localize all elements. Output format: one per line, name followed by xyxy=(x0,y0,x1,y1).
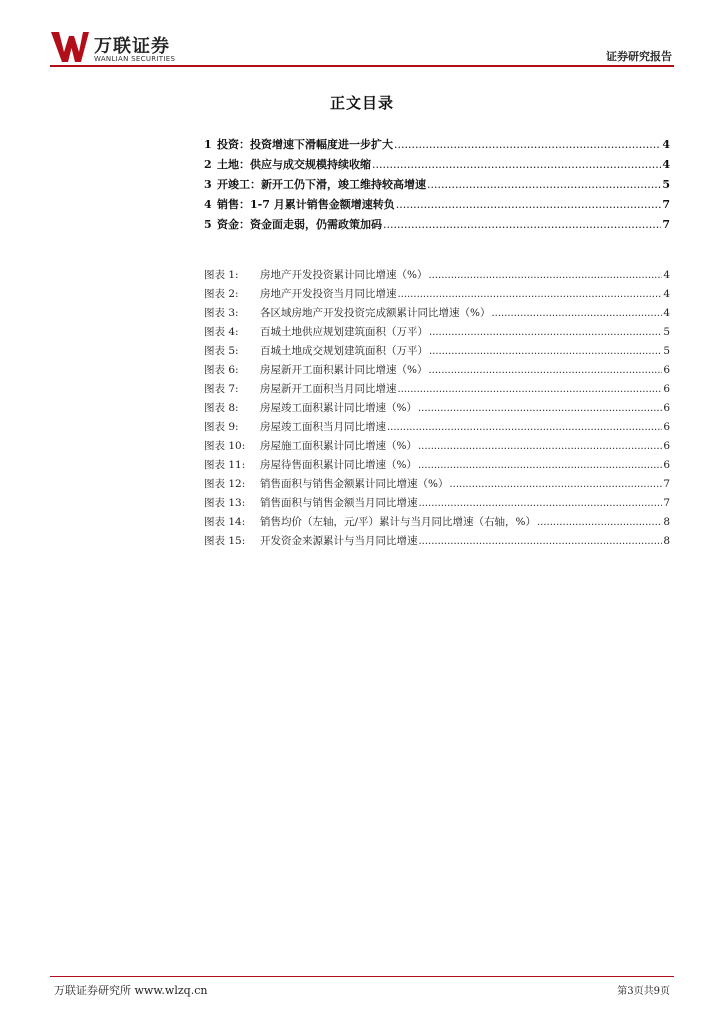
figure-entry-label: 各区域房地产开发投资完成额累计同比增速（%） xyxy=(260,307,491,319)
toc-entry-label: 销售：1-7 月累计销售金额增速转负 xyxy=(217,198,395,211)
toc-entry-page: 7 xyxy=(662,198,670,211)
figure-leader xyxy=(428,365,662,376)
figure-leader xyxy=(387,422,662,433)
footer-divider xyxy=(50,976,674,977)
figure-leader xyxy=(419,536,663,547)
figure-entry-label: 房屋施工面积累计同比增速（%） xyxy=(260,440,417,452)
toc-entry-page: 4 xyxy=(662,158,670,171)
toc-leader xyxy=(394,138,661,151)
toc-entry-number: 1 xyxy=(204,138,212,151)
page-number: 第3页共9页 xyxy=(617,986,670,997)
figure-entry-page: 6 xyxy=(663,440,670,452)
figure-leader xyxy=(491,308,662,319)
figure-entry-page: 5 xyxy=(663,345,670,357)
figure-entry-label: 销售均价（左轴，元/平）累计与当月同比增速（右轴，%） xyxy=(260,516,537,528)
figure-leader xyxy=(418,441,662,452)
figure-entry-number: 图表 12: xyxy=(204,478,246,490)
figure-entry-label: 百城土地成交规划建筑面积（万平） xyxy=(260,345,428,357)
header-divider xyxy=(50,65,674,67)
toc-entry-number: 3 xyxy=(204,178,212,191)
figure-entry-page: 5 xyxy=(663,326,670,338)
figure-entry-number: 图表 1: xyxy=(204,269,239,281)
figure-entry[interactable] xyxy=(204,267,670,285)
figure-entry-page: 6 xyxy=(663,459,670,471)
figure-entry-label: 百城土地供应规划建筑面积（万平） xyxy=(260,326,428,338)
figure-entry-number: 图表 8: xyxy=(204,402,239,414)
figure-entry-page: 6 xyxy=(663,402,670,414)
figure-entry-number: 图表 13: xyxy=(204,497,246,509)
toc-entry-label: 资金：资金面走弱，仍需政策加码 xyxy=(217,218,382,231)
figure-entry[interactable] xyxy=(204,533,670,551)
figure-entry-number: 图表 15: xyxy=(204,535,246,547)
figure-leader xyxy=(428,270,662,281)
brand-logo-mark-icon xyxy=(50,30,90,64)
figure-entry[interactable] xyxy=(204,419,670,437)
figure-entry[interactable] xyxy=(204,476,670,494)
figure-entry-label: 销售面积与销售金额累计同比增速（%） xyxy=(260,478,449,490)
toc-entry-page: 5 xyxy=(662,178,670,191)
figure-leader xyxy=(418,460,662,471)
figure-entry-label: 房地产开发投资累计同比增速（%） xyxy=(260,269,428,281)
document-type: 证券研究报告 xyxy=(606,50,672,63)
figure-entry-number: 图表 9: xyxy=(204,421,239,433)
toc-entry-label: 开竣工：新开工仍下滑，竣工维持较高增速 xyxy=(217,178,426,191)
figure-entry[interactable] xyxy=(204,495,670,513)
figure-entry[interactable] xyxy=(204,438,670,456)
figure-entry[interactable] xyxy=(204,286,670,304)
toc-entry-number: 2 xyxy=(204,158,212,171)
figure-leader xyxy=(537,517,662,528)
toc-entry-number: 4 xyxy=(204,198,212,211)
figure-leader xyxy=(419,498,663,509)
figure-entry-number: 图表 2: xyxy=(204,288,239,300)
figure-entry-page: 6 xyxy=(663,383,670,395)
figure-entry-label: 房屋待售面积累计同比增速（%） xyxy=(260,459,417,471)
figure-leader xyxy=(449,479,662,490)
toc-entry-label: 土地：供应与成交规模持续收缩 xyxy=(217,158,371,171)
toc-entry[interactable] xyxy=(204,136,670,154)
figure-entry-number: 图表 14: xyxy=(204,516,246,528)
figure-entry-label: 房屋新开工面积当月同比增速 xyxy=(260,383,397,395)
figure-entry-number: 图表 7: xyxy=(204,383,239,395)
figure-leader xyxy=(429,327,662,338)
figure-leader xyxy=(418,403,662,414)
toc-leader xyxy=(383,218,661,231)
toc-entry-label: 投资：投资增速下滑幅度进一步扩大 xyxy=(217,138,393,151)
figure-leader xyxy=(429,346,662,357)
figure-entry-page: 7 xyxy=(663,478,670,490)
toc-entry[interactable] xyxy=(204,216,670,234)
figure-leader xyxy=(398,289,663,300)
figure-entry-page: 4 xyxy=(663,269,670,281)
figure-entry-label: 销售面积与销售金额当月同比增速 xyxy=(260,497,418,509)
toc-entry-page: 4 xyxy=(662,138,670,151)
figure-entry-page: 6 xyxy=(663,421,670,433)
figure-entry-page: 6 xyxy=(663,364,670,376)
brand-name-en: WANLIAN SECURITIES xyxy=(94,55,176,63)
figure-entry[interactable] xyxy=(204,324,670,342)
figure-entry[interactable] xyxy=(204,381,670,399)
toc-title: 正文目录 xyxy=(329,94,394,112)
toc-entry[interactable] xyxy=(204,196,670,214)
figure-entry-page: 8 xyxy=(663,535,670,547)
figure-entry-number: 图表 10: xyxy=(204,440,246,452)
toc-leader xyxy=(396,198,662,211)
figure-entry-label: 房屋竣工面积累计同比增速（%） xyxy=(260,402,417,414)
toc-entry-page: 7 xyxy=(662,218,670,231)
figure-entry-label: 房地产开发投资当月同比增速 xyxy=(260,288,397,300)
figure-entry-number: 图表 4: xyxy=(204,326,239,338)
figure-entry-page: 7 xyxy=(663,497,670,509)
toc-leader xyxy=(427,178,661,191)
figure-leader xyxy=(398,384,663,395)
toc-leader xyxy=(372,158,661,171)
figure-entry[interactable] xyxy=(204,362,670,380)
figure-entry-page: 4 xyxy=(663,288,670,300)
figure-entry-number: 图表 6: xyxy=(204,364,239,376)
figure-entry[interactable] xyxy=(204,457,670,475)
figure-entry-label: 开发资金来源累计与当月同比增速 xyxy=(260,535,418,547)
figure-entry-page: 8 xyxy=(663,516,670,528)
figure-entry[interactable] xyxy=(204,400,670,418)
footer-source: 万联证券研究所 www.wlzq.cn xyxy=(54,984,208,997)
page-header xyxy=(0,0,724,72)
figure-entry[interactable] xyxy=(204,514,670,532)
toc-entry[interactable] xyxy=(204,176,670,194)
brand-name-cn: 万联证券 xyxy=(94,36,170,57)
figure-entry-label: 房屋竣工面积当月同比增速 xyxy=(260,421,386,433)
figure-entry-number: 图表 3: xyxy=(204,307,239,319)
figure-entry-page: 4 xyxy=(663,307,670,319)
figure-entry-label: 房屋新开工面积累计同比增速（%） xyxy=(260,364,428,376)
figure-entry[interactable] xyxy=(204,305,670,323)
figure-entry[interactable] xyxy=(204,343,670,361)
toc-entry-number: 5 xyxy=(204,218,212,231)
toc-entry[interactable] xyxy=(204,156,670,174)
brand-logo xyxy=(50,30,200,66)
figure-entry-number: 图表 5: xyxy=(204,345,239,357)
figure-entry-number: 图表 11: xyxy=(204,459,246,471)
